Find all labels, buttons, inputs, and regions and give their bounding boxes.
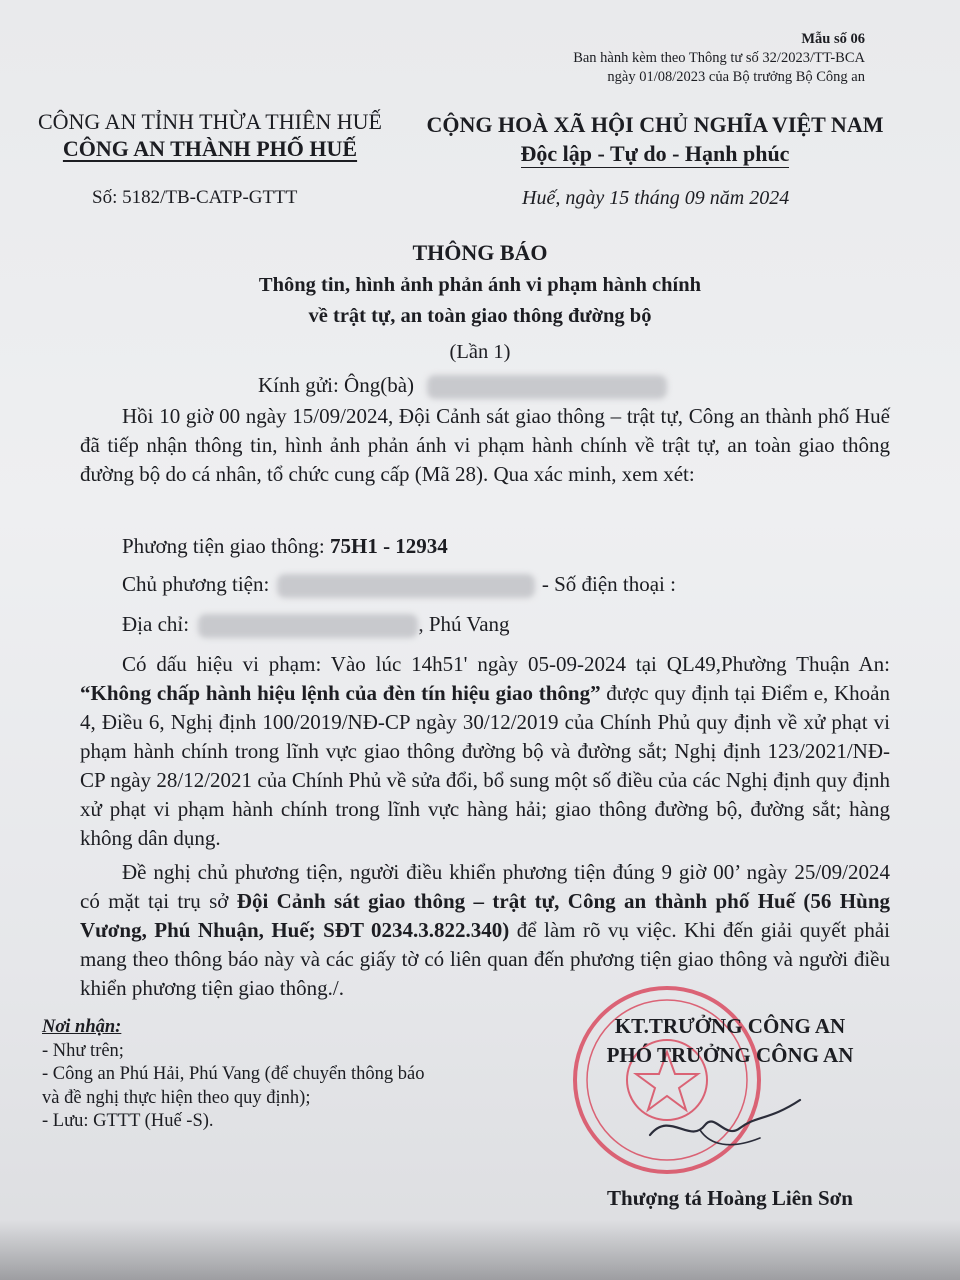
recipients-heading: Nơi nhận:: [42, 1017, 122, 1037]
document-subtitle-1: Thông tin, hình ảnh phản ánh vi phạm hành chính: [258, 274, 702, 296]
issuing-agency: [20, 108, 400, 162]
recipients-block: [42, 1016, 424, 1134]
license-plate: 75H1 - 12934: [329, 534, 448, 558]
recipient-item: - Lưu: GTTT (Huế -S).: [42, 1111, 214, 1131]
signature-title-2: PHÓ TRƯỞNG CÔNG AN: [606, 1043, 854, 1067]
request-text-1: Đề nghị chủ phương tiện, người điều khiển phương tiện đúng 9 giờ 00’ ngày 25/09/2024 có mặt tại trụ sở: [80, 860, 890, 913]
violation-quote: “Không chấp hành hiệu lệnh của đèn tín hiệu giao thông”: [80, 681, 601, 705]
recipient-item: - Công an Phú Hải, Phú Vang (để chuyển thông báo: [42, 1064, 425, 1084]
request-text-2: để làm rõ vụ việc. Khi đến giải quyết phải mang theo thông báo này và các giấy tờ có liên quan đến phương tiện giao thông và người điều khiển phương tiện giao thông./.: [80, 918, 890, 1000]
signature-title-1: KT.TRƯỞNG CÔNG AN: [614, 1014, 846, 1038]
document-title: THÔNG BÁO: [412, 240, 548, 265]
paragraph-intro-text: Hồi 10 giờ 00 ngày 15/09/2024, Đội Cảnh sát giao thông – trật tự, Công an thành phố Huế đã tiếp nhận thông tin, hình ảnh phản ánh vi phạm hành chính về trật tự, an toàn giao thông đường bộ do cá nhân, tổ chức cung cấp (Mã 28). Qua xác minh, xem xét:: [80, 404, 890, 486]
official-stamp-icon: [562, 980, 772, 1180]
signature-title: [560, 1012, 900, 1070]
document-number: Số: 5182/TB-CATP-GTTT: [92, 187, 298, 208]
document-subtitle-2: về trật tự, an toàn giao thông đường bộ: [308, 305, 652, 327]
form-issued-line-1: Ban hành kèm theo Thông tư số 32/2023/TT-BCA: [573, 50, 865, 66]
recipient-item: - Như trên;: [42, 1040, 124, 1061]
paragraph-request: [80, 858, 890, 1003]
document-date: Huế, ngày 15 tháng 09 năm 2024: [522, 187, 790, 209]
national-header: [410, 110, 900, 168]
addressee-line: [258, 373, 667, 399]
addressee-label: Kính gửi: Ông(bà): [258, 373, 415, 397]
recipient-item: và đề nghị thực hiện theo quy định);: [42, 1087, 311, 1108]
photo-shadow: [0, 1220, 960, 1280]
owner-label: Chủ phương tiện:: [122, 572, 270, 596]
violation-text-2: được quy định tại Điểm e, Khoản 4, Điều 6, Nghị định 100/2019/NĐ-CP ngày 30/12/2019 của Chính Phủ quy định về xử phạt vi phạm hành chính trong lĩnh vực giao thông đường bộ và đường sắt; Nghị định 123/2021/NĐ-CP ngày 28/12/2021 của Chính Phủ về sửa đổi, bổ sung một số điều của các Nghị định quy định xử phạt vi phạm hành chính trong lĩnh vực hàng hải; giao thông đường bộ, đường sắt; hàng không dân dụng.: [80, 681, 890, 850]
address-label: Địa chỉ:: [122, 612, 190, 636]
form-note: [573, 30, 865, 87]
request-location: Đội Cảnh sát giao thông – trật tự, Công an thành phố Huế (56 Hùng Vương, Phú Nhuận, Huế; SĐT 0234.3.822.340): [80, 889, 890, 942]
redacted-owner: [277, 574, 535, 598]
violation-text-1: Có dấu hiệu vi phạm: Vào lúc 14h51' ngày 05-09-2024 tại QL49,Phường Thuận An:: [122, 652, 890, 676]
paragraph-intro: [80, 402, 890, 489]
address-line: [122, 612, 510, 638]
handwritten-signature-icon: [640, 1090, 810, 1160]
form-issued-line-2: ngày 01/08/2023 của Bộ trưởng Bộ Công an: [607, 69, 865, 85]
agency-parent: CÔNG AN TỈNH THỪA THIÊN HUẾ: [37, 109, 382, 134]
redacted-name: [427, 375, 667, 399]
signer-name: Thượng tá Hoàng Liên Sơn: [607, 1186, 853, 1210]
form-number: Mẫu số 06: [801, 31, 865, 47]
national-motto: Độc lập - Tự do - Hạnh phúc: [520, 141, 790, 166]
owner-line: [122, 572, 676, 598]
vehicle-label: Phương tiện giao thông:: [122, 534, 330, 558]
paragraph-violation: [80, 650, 890, 853]
address-district: , Phú Vang: [418, 612, 510, 636]
agency-name: CÔNG AN THÀNH PHỐ HUẾ: [62, 136, 358, 161]
phone-label: - Số điện thoại :: [536, 572, 676, 596]
notice-count: (Lần 1): [449, 341, 511, 363]
national-title: CỘNG HOÀ XÃ HỘI CHỦ NGHĨA VIỆT NAM: [426, 112, 884, 137]
redacted-address: [198, 614, 418, 638]
vehicle-line: [122, 534, 448, 559]
